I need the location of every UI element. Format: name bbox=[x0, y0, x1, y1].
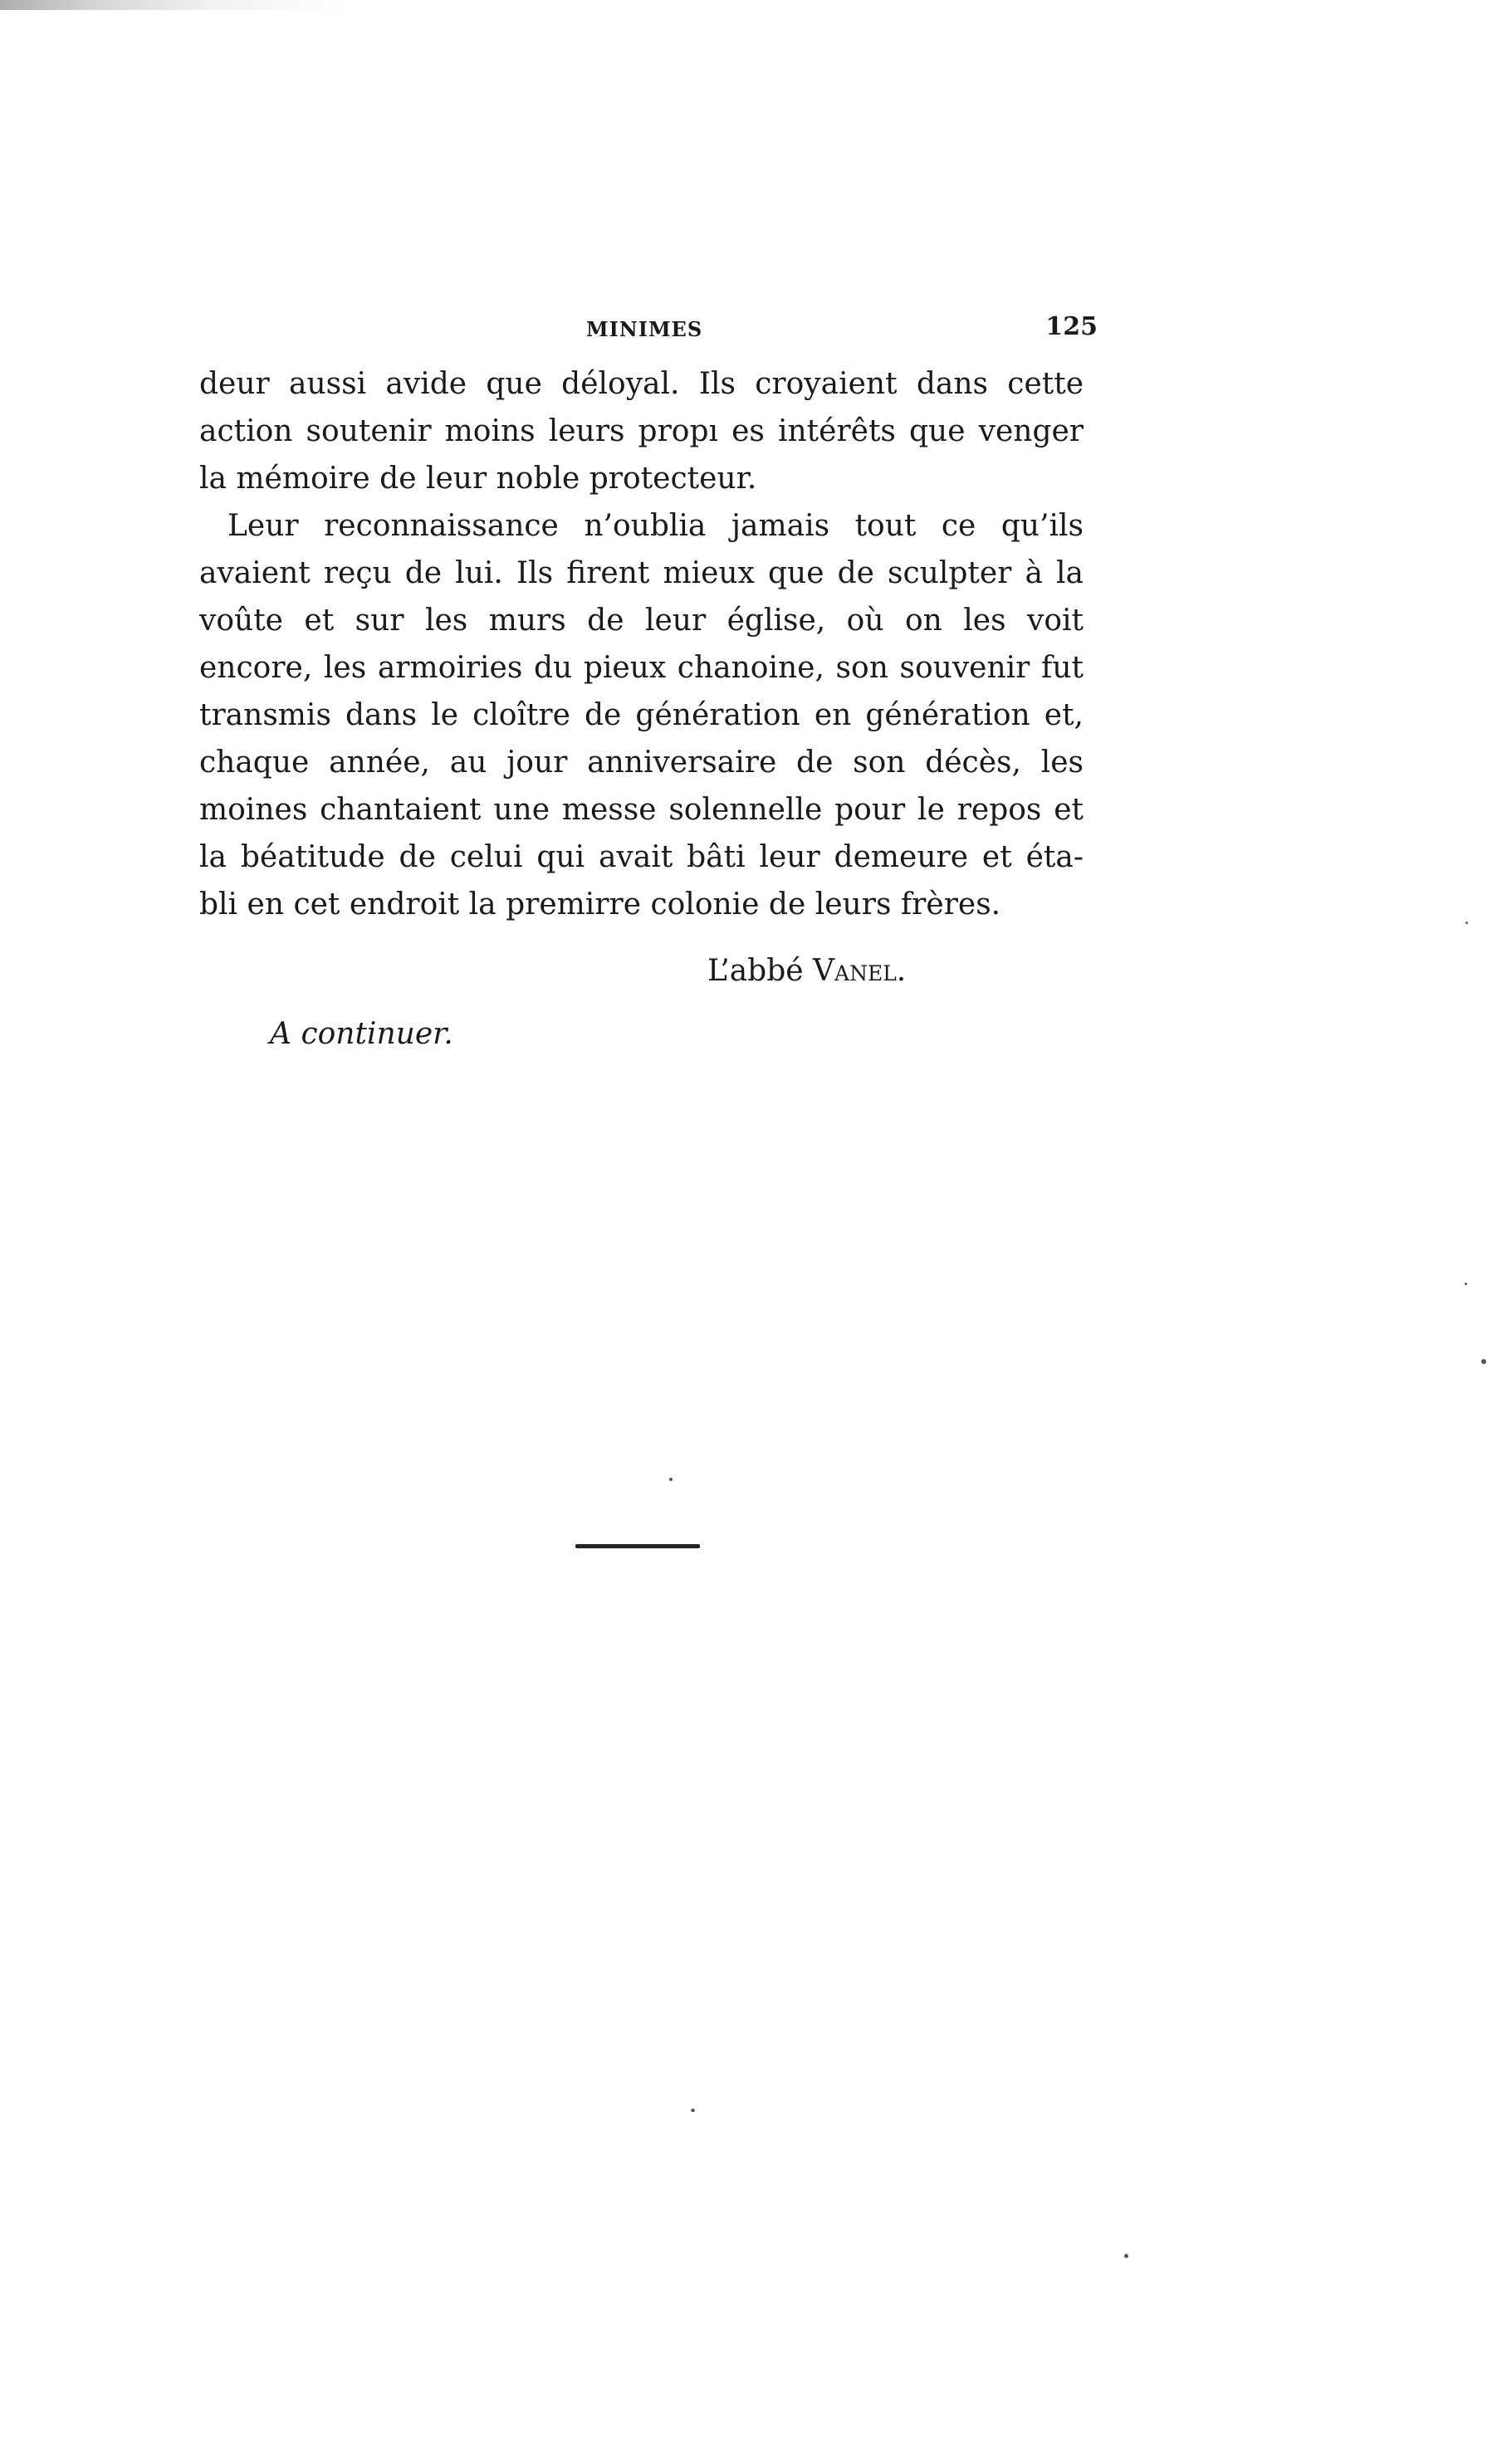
text-line: la béatitude de celui qui avait bâti leur demeure et éta- bbox=[199, 840, 1084, 874]
end-rule bbox=[575, 1544, 700, 1548]
text-line: action soutenir moins leurs propı es intérêts que venger bbox=[199, 414, 1084, 448]
scan-speck bbox=[1465, 922, 1468, 924]
scan-speck bbox=[669, 1478, 673, 1481]
scan-speck bbox=[1124, 2254, 1128, 2258]
scan-speck bbox=[1481, 1359, 1486, 1364]
running-title: MINIMES bbox=[586, 317, 703, 341]
body-text bbox=[199, 360, 1084, 928]
text-line: avaient reçu de lui. Ils firent mieux que de sculpter à la bbox=[199, 556, 1084, 590]
author-signature bbox=[707, 954, 906, 988]
text-line: bli en cet endroit la premirre colonie de leurs frères. bbox=[199, 887, 1001, 922]
continuation-note: A continuer. bbox=[270, 1017, 453, 1051]
text-line: la mémoire de leur noble protecteur. bbox=[199, 462, 757, 496]
signature-prefix: L’abbé bbox=[707, 954, 804, 988]
scan-edge-noise bbox=[0, 0, 349, 10]
text-line: moines chantaient une messe solennelle pour le repos et bbox=[199, 793, 1084, 827]
text-line: encore, les armoiries du pieux chanoine, son souvenir fut bbox=[199, 651, 1084, 685]
text-line: voûte et sur les murs de leur église, où on les voit bbox=[199, 604, 1084, 638]
text-line: transmis dans le cloître de génération en génération et, bbox=[199, 698, 1084, 732]
signature-name: Vanel. bbox=[813, 954, 907, 988]
text-line: chaque année, au jour anniversaire de son décès, les bbox=[199, 746, 1084, 780]
page-header bbox=[199, 312, 1104, 352]
page-number: 125 bbox=[1045, 312, 1098, 341]
scan-speck bbox=[691, 2109, 695, 2112]
text-line: deur aussi avide que déloyal. Ils croyaient dans cette bbox=[199, 367, 1084, 401]
scan-speck bbox=[1465, 1283, 1467, 1285]
text-line: Leur reconnaissance n’oublia jamais tout ce qu’ils bbox=[227, 509, 1084, 543]
